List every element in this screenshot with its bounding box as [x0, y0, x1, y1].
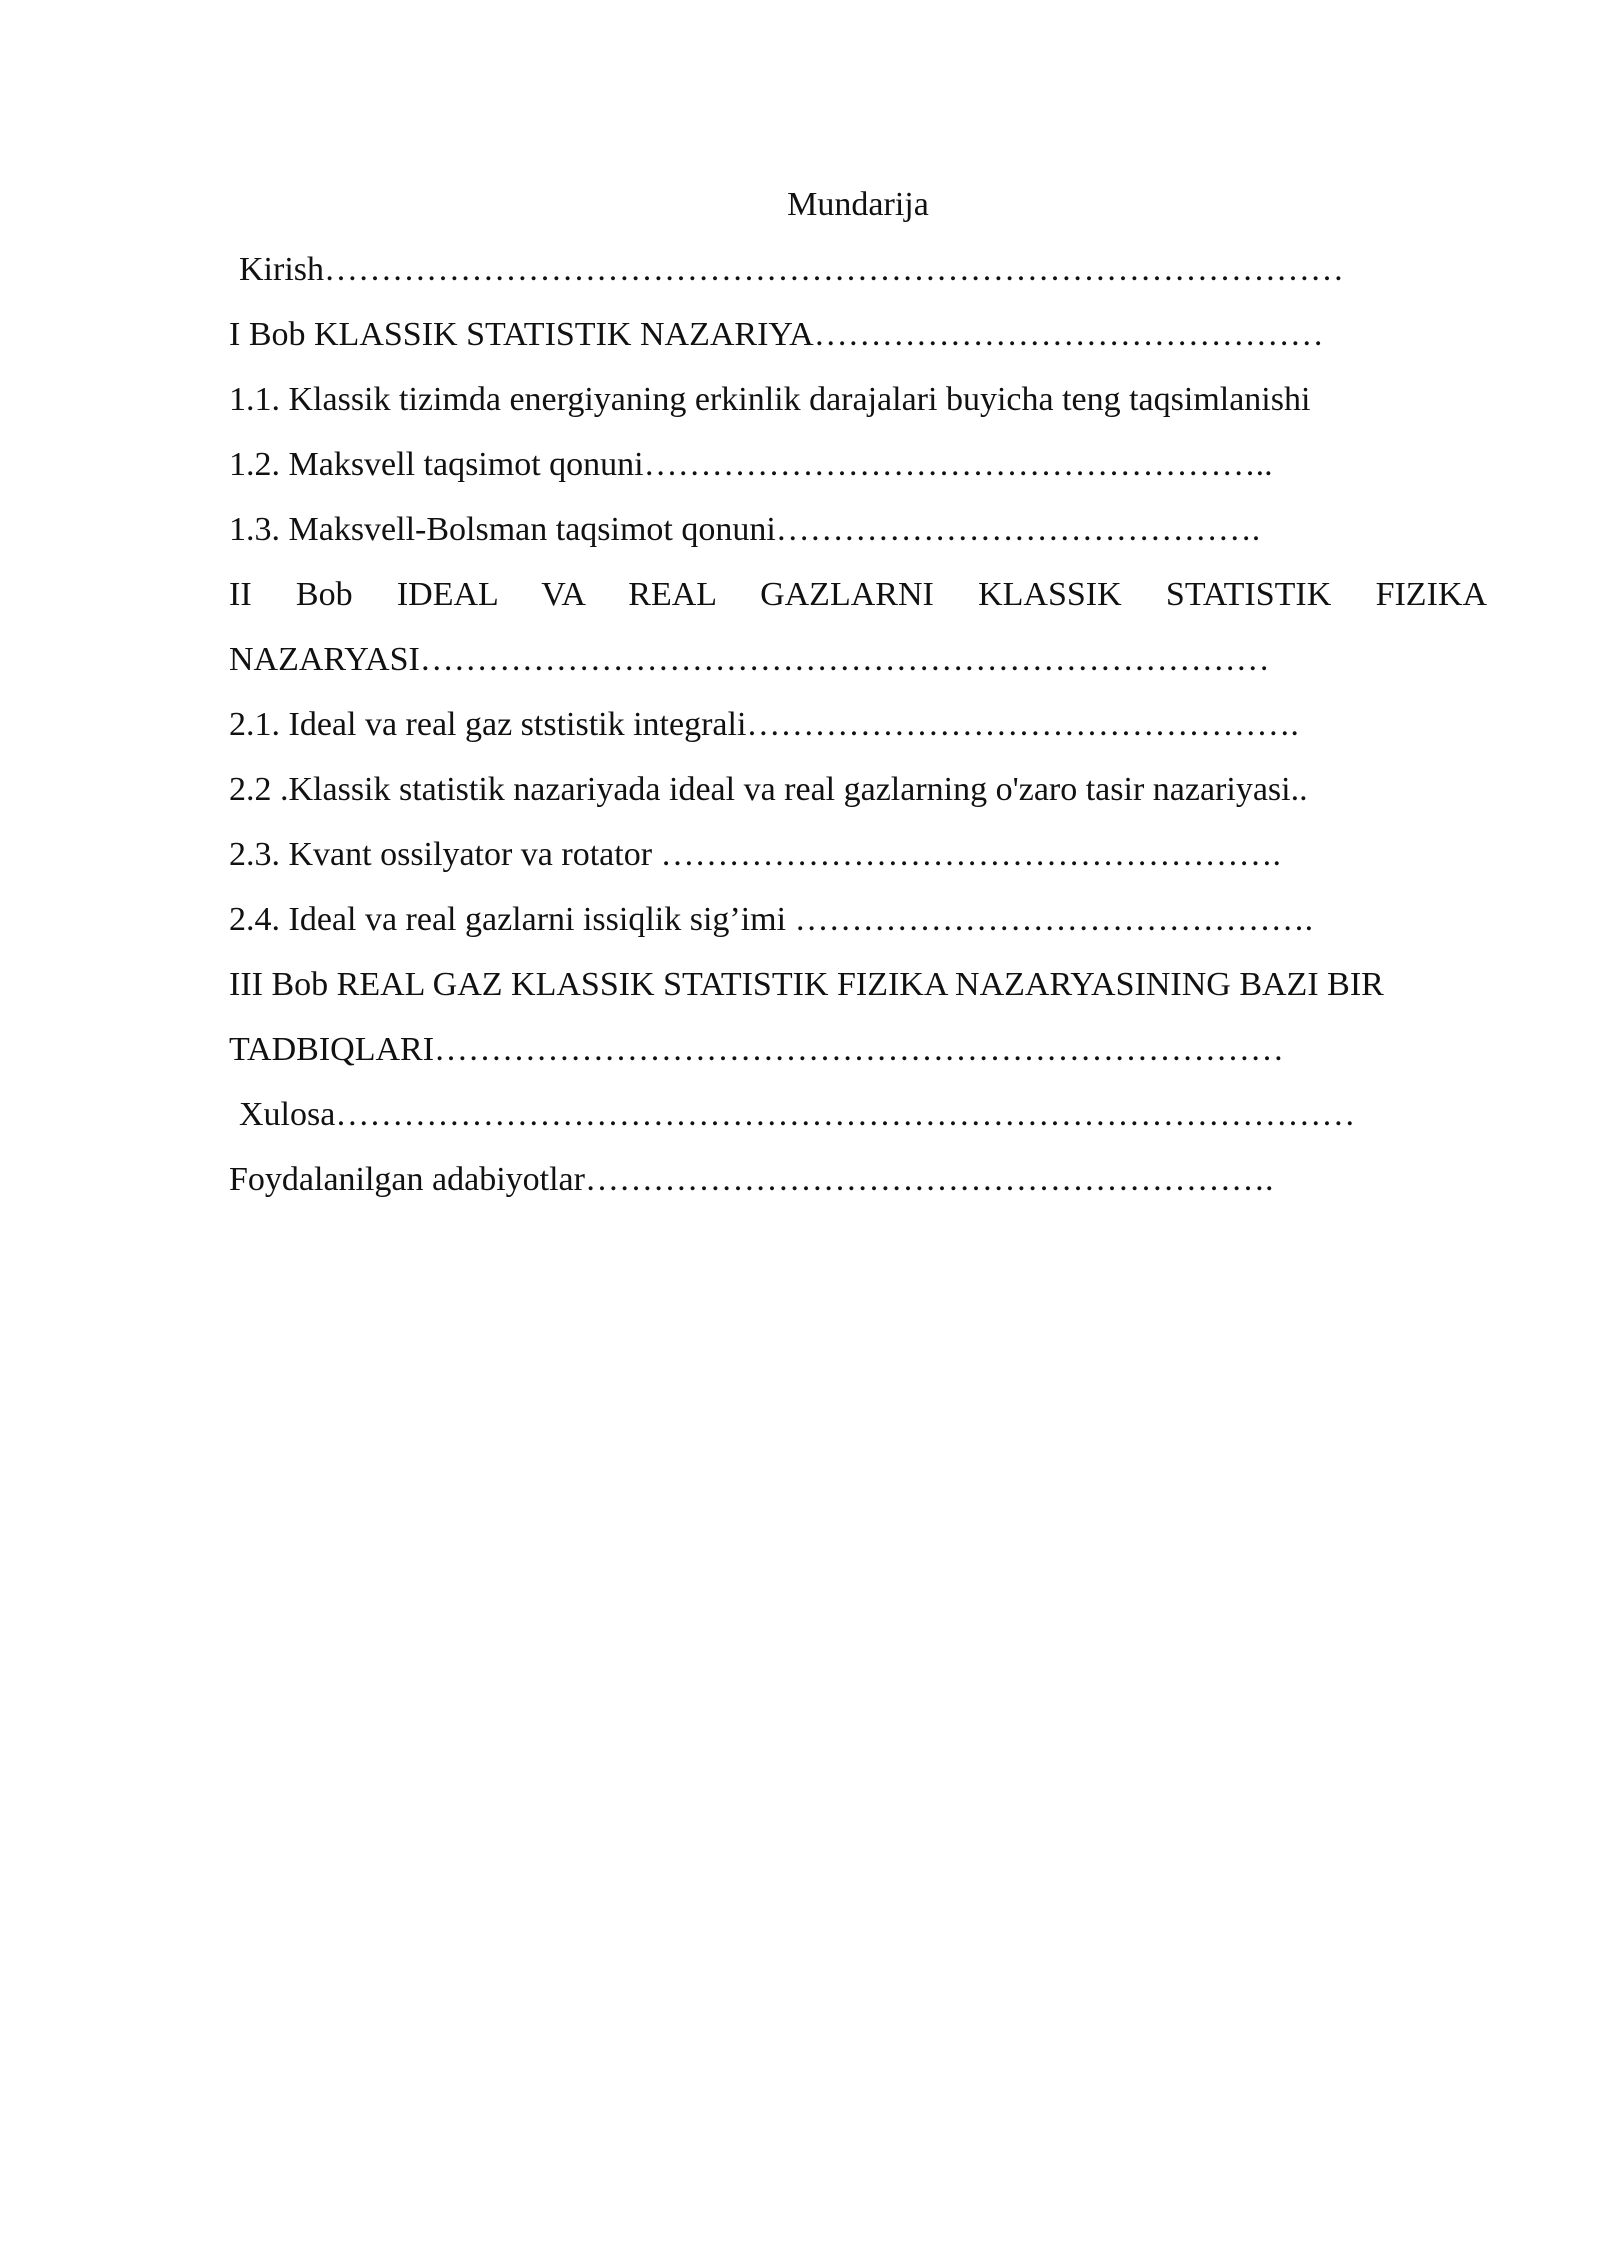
- toc-entry-1-2: 1.2. Maksvell taqsimot qonuni………………………………………………..: [229, 446, 1273, 483]
- toc-entry-2-3: 2.3. Kvant ossilyator va rotator ……………………………………………….: [229, 836, 1282, 873]
- toc-entry-1-3: 1.3. Maksvell-Bolsman taqsimot qonuni…………………………………….: [229, 511, 1261, 548]
- toc-entry-chapter-3-continued: TADBIQLARI…………………………………………………………………: [229, 1031, 1285, 1068]
- toc-entry-1-1: 1.1. Klassik tizimda energiyaning erkinlik darajalari buyicha teng taqsimlanishi: [229, 381, 1311, 418]
- toc-entry-xulosa: Xulosa………………………………………………………………………………: [239, 1096, 1356, 1133]
- toc-entry-chapter-1: I Bob KLASSIK STATISTIK NAZARIYA………………………………………: [229, 316, 1324, 353]
- toc-entry-2-4: 2.4. Ideal va real gazlarni issiqlik sig’imi ……………………………………….: [229, 901, 1314, 938]
- toc-entry-references: Foydalanilgan adabiyotlar…………………………………………………….: [229, 1161, 1274, 1198]
- toc-entry-chapter-2: II Bob IDEAL VA REAL GAZLARNI KLASSIK STATISTIK FIZIKA: [229, 576, 1487, 613]
- toc-entry-kirish: Kirish………………………………………………………………………………: [239, 251, 1344, 288]
- toc-entry-2-2: 2.2 .Klassik statistik nazariyada ideal va real gazlarning o'zaro tasir nazariyasi..: [229, 771, 1308, 808]
- toc-entry-2-1: 2.1. Ideal va real gaz ststistik integrali………………………………………….: [229, 706, 1299, 743]
- toc-entry-chapter-2-continued: NAZARYASI…………………………………………………………………: [229, 641, 1270, 678]
- toc-entry-chapter-3: III Bob REAL GAZ KLASSIK STATISTIK FIZIKA NAZARYASINING BAZI BIR: [229, 966, 1384, 1003]
- toc-title: Mundarija: [787, 186, 929, 223]
- table-of-contents: [229, 172, 1487, 1212]
